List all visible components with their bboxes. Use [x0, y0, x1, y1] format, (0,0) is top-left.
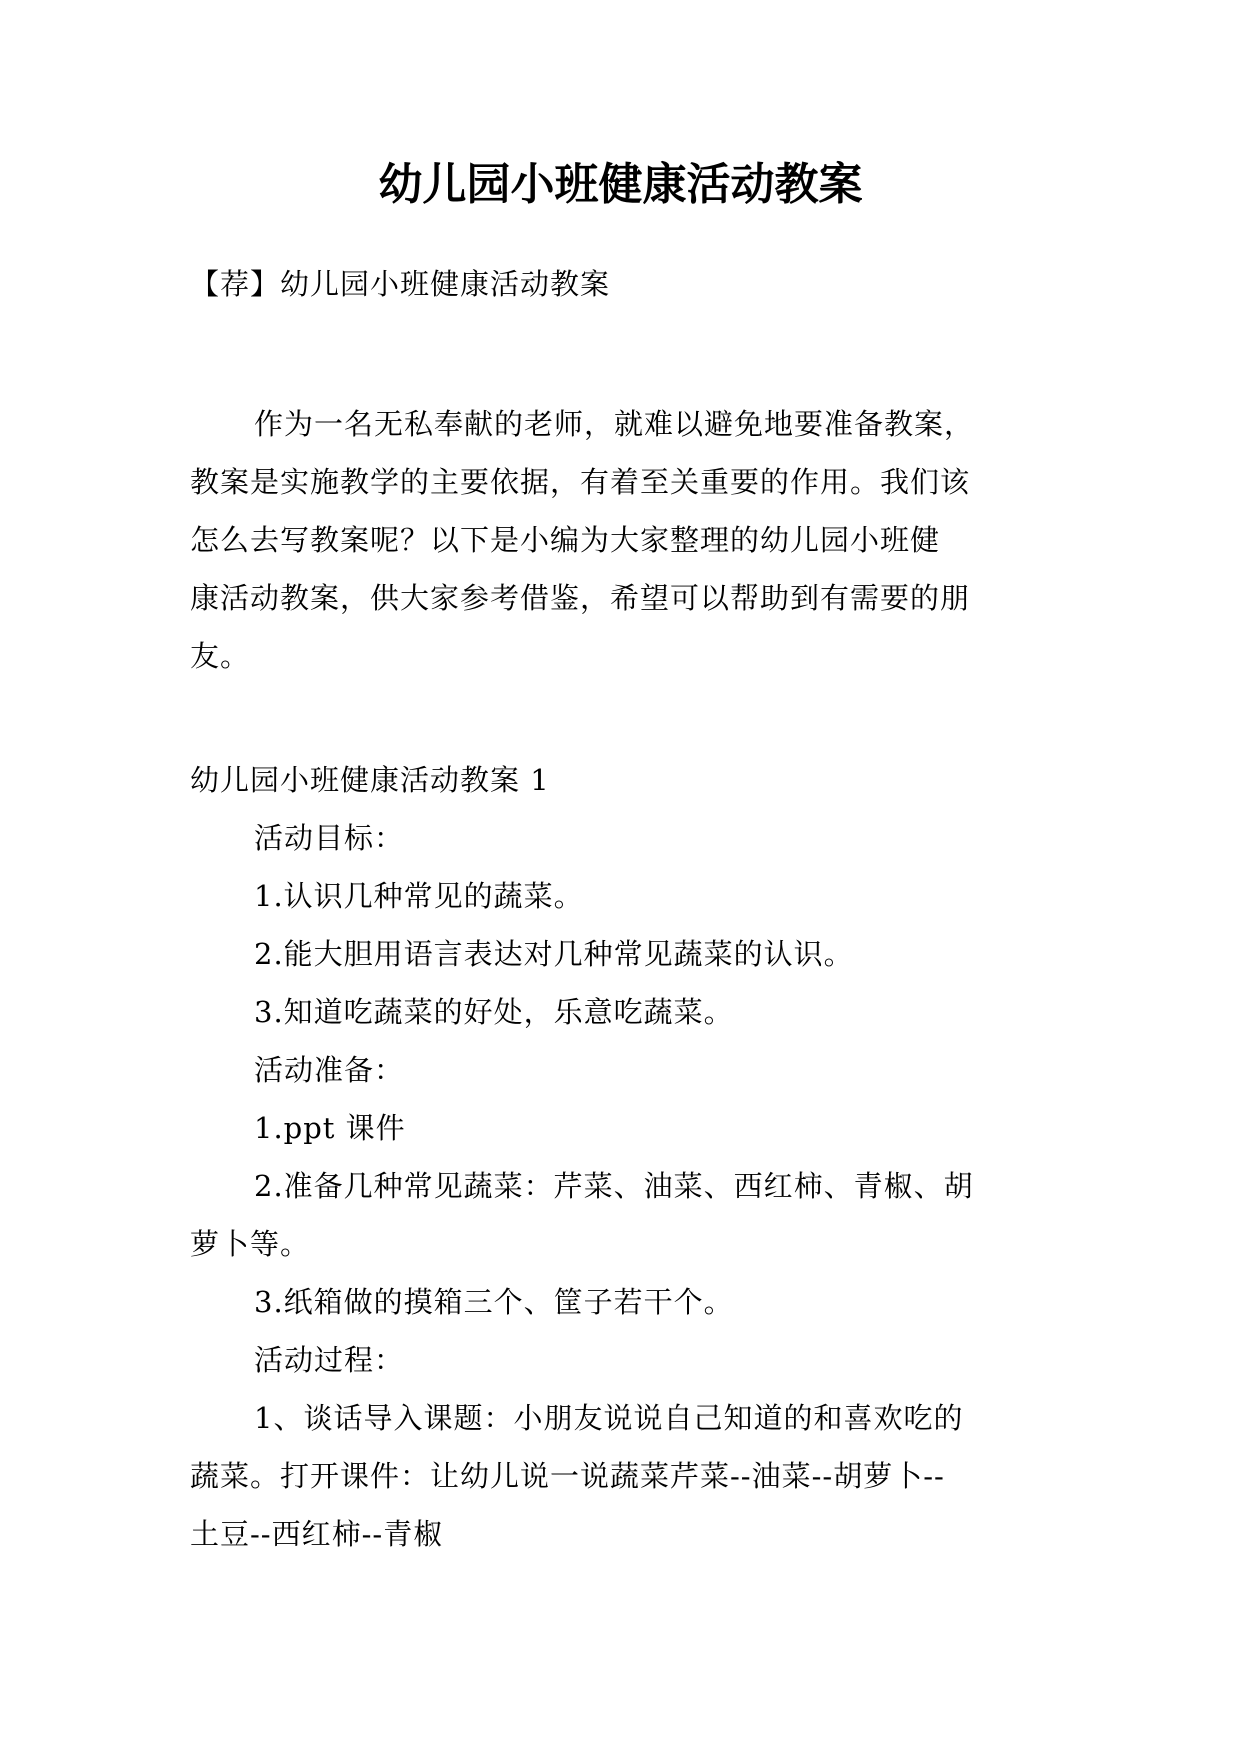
document-title: 幼儿园小班健康活动教案	[378, 159, 863, 210]
process-label: 活动过程：	[254, 1343, 405, 1377]
intro-line: 康活动教案，供大家参考借鉴，希望可以帮助到有需要的朋	[190, 581, 971, 615]
prep-label: 活动准备：	[254, 1053, 405, 1087]
goal-item: 3.知道吃蔬菜的好处，乐意吃蔬菜。	[254, 995, 734, 1029]
intro-line: 友。	[190, 639, 251, 673]
process-line: 土豆--西红柿--青椒	[190, 1517, 444, 1551]
goal-item: 1.认识几种常见的蔬菜。	[254, 879, 584, 913]
process-line: 1、谈话导入课题：小朋友说说自己知道的和喜欢吃的	[254, 1401, 964, 1435]
goal-item: 2.能大胆用语言表达对几种常见蔬菜的认识。	[254, 937, 854, 971]
intro-line: 作为一名无私奉献的老师，就难以避免地要准备教案，	[254, 407, 975, 441]
intro-line: 怎么去写教案呢？以下是小编为大家整理的幼儿园小班健	[190, 523, 941, 557]
recommend-line: 【荐】幼儿园小班健康活动教案	[190, 267, 611, 301]
goal-label: 活动目标：	[254, 821, 405, 855]
prep-item: 2.准备几种常见蔬菜：芹菜、油菜、西红柿、青椒、胡	[254, 1169, 974, 1203]
prep-item: 1.ppt 课件	[254, 1111, 406, 1145]
prep-item-continued: 萝卜等。	[190, 1227, 311, 1261]
section-heading: 幼儿园小班健康活动教案 1	[190, 763, 550, 797]
intro-line: 教案是实施教学的主要依据，有着至关重要的作用。我们该	[190, 465, 971, 499]
process-line: 蔬菜。打开课件：让幼儿说一说蔬菜芹菜--油菜--胡萝卜--	[190, 1459, 945, 1493]
prep-item: 3.纸箱做的摸箱三个、筐子若干个。	[254, 1285, 734, 1319]
